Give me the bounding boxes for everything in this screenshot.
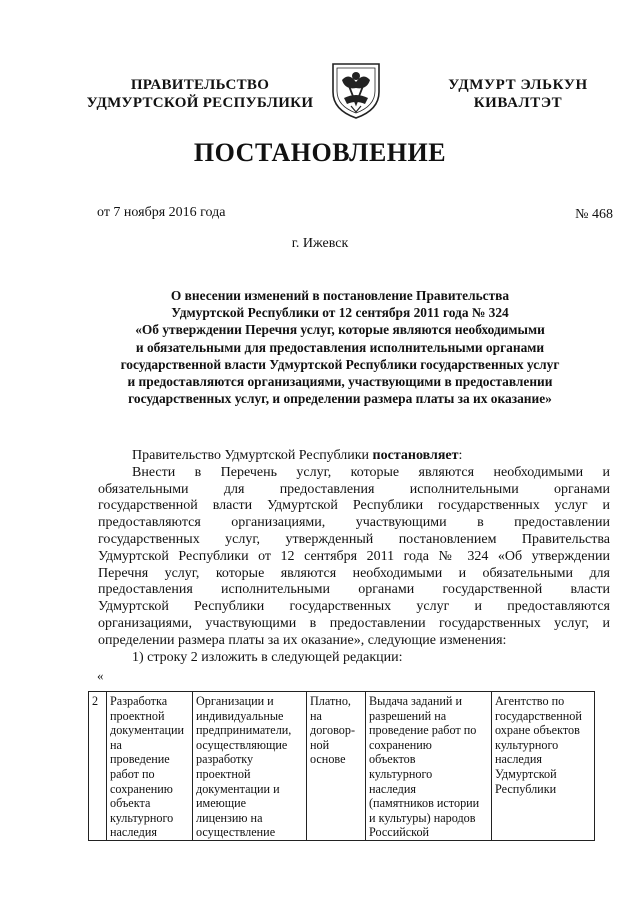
- body-line: Внести в Перечень услуг, которые являются необходимыми и: [132, 464, 610, 480]
- subject-line: государственной власти Удмуртской Республики государственных услуг: [120, 356, 560, 372]
- intro-colon: :: [458, 448, 463, 463]
- subject-line: О внесении изменений в постановление Правительства: [170, 288, 510, 303]
- body-line: предоставления исполнительными органами государственной власти: [98, 582, 610, 598]
- subject-line: Удмуртской Республики от 12 сентября 2011 года № 324: [171, 305, 509, 321]
- table-cell-agency: [492, 692, 595, 841]
- body-line: государственных услуг, утвержденный постановлением Правительства: [98, 531, 610, 547]
- table-cell-number: [89, 692, 107, 841]
- body-line: определении размера платы за их оказание», следующие изменения:: [98, 632, 507, 648]
- body-line: обязательными для предоставления исполнительными органами: [98, 481, 610, 497]
- body-line: государственной власти Удмуртской Республики государственных услуг и: [98, 498, 610, 514]
- document-date: от 7 ноября 2016 года: [97, 205, 226, 220]
- subject-line: и обязательными для предоставления исполнительными органами: [135, 339, 545, 355]
- intro-bold: постановляет: [372, 448, 459, 463]
- cell-text: Агентство по государственной охране объектов культурного наследия Удмуртской Республики: [495, 694, 582, 796]
- document-subject: [70, 287, 610, 407]
- table-cell-payment: [307, 692, 366, 841]
- header-left-line2: УДМУРТСКОЙ РЕСПУБЛИКИ: [86, 95, 314, 111]
- opening-quote: «: [97, 668, 104, 683]
- subject-line: государственных услуг, и определении размера платы за их оказание»: [128, 391, 552, 407]
- cell-text: Разработка проектной документации на проведение работ по сохранению объекта культурного наследия: [110, 694, 185, 840]
- body-line: Удмуртской Республики от 12 сентября 2011 года № 324 «Об утверждении: [98, 548, 610, 564]
- coat-of-arms-icon: [327, 58, 385, 120]
- body-line: организациями, участвующими в предоставлении государственных услуг, и: [98, 615, 610, 631]
- body-line: Удмуртской Республики государственных услуг и предоставляются: [98, 599, 610, 615]
- header-left-line1: ПРАВИТЕЛЬСТВО: [130, 77, 270, 93]
- header-left: [80, 76, 320, 112]
- table-row: [89, 692, 595, 841]
- document-body: [98, 448, 610, 666]
- cell-text: Выдача заданий и разрешений на проведение работ по сохранению объектов культурного наследия (памятников истории и культуры) народов Российской: [369, 694, 480, 840]
- body-line: предоставляются организациями, участвующими в предоставлении: [98, 515, 610, 531]
- table-cell-gov-service: [366, 692, 492, 841]
- table-cell-provider: [193, 692, 307, 841]
- table-cell-service: [107, 692, 193, 841]
- intro-paragraph: [98, 448, 610, 465]
- cell-text: 2: [92, 694, 99, 708]
- subject-line: «Об утверждении Перечня услуг, которые являются необходимыми: [135, 322, 545, 338]
- document-number: № 468: [575, 207, 613, 222]
- document-city: г. Ижевск: [291, 236, 349, 251]
- cell-text: Организации и индивидуальные предприниматели, осуществляющие разработку проектной документации и имеющие лицензию на осуществление: [196, 694, 292, 840]
- amendment-item-1: 1) строку 2 изложить в следующей редакции:: [132, 649, 403, 665]
- header-right-line2: КИВАЛТЭТ: [473, 95, 563, 111]
- document-title: ПОСТАНОВЛЕНИЕ: [193, 138, 447, 167]
- subject-line: и предоставляются организациями, участвующими в предоставлении: [127, 374, 553, 390]
- intro-text: Правительство Удмуртской Республики: [132, 448, 373, 463]
- header-right-line1: УДМУРТ ЭЛЬКУН: [448, 77, 588, 93]
- header-right: [418, 76, 618, 112]
- body-line: Перечня услуг, которые являются необходимыми и обязательными для: [98, 565, 610, 581]
- amendment-table: [88, 691, 595, 841]
- cell-text: Платно, на договор- ной основе: [310, 694, 356, 767]
